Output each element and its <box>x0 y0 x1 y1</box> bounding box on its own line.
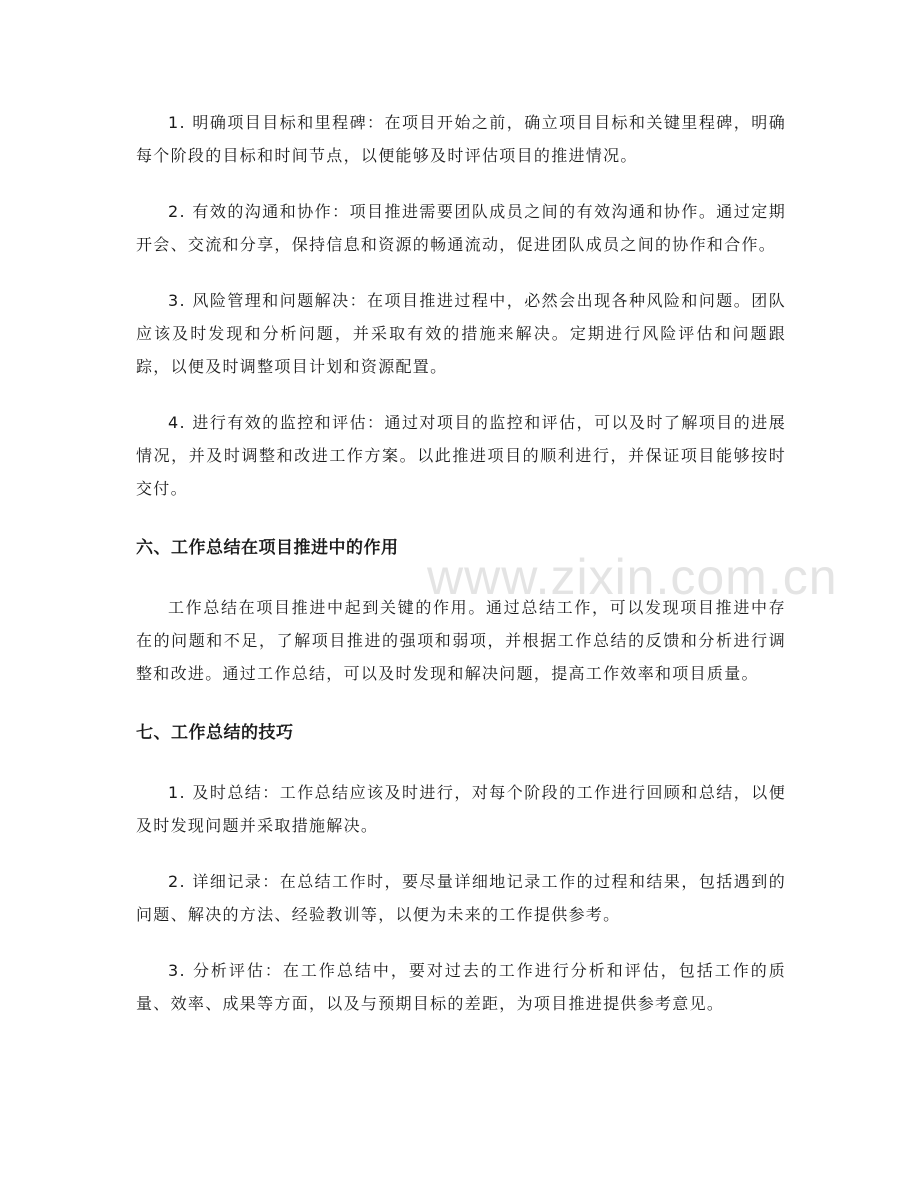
section-heading-7: 七、工作总结的技巧 <box>136 723 294 743</box>
watermark: www.zixin.com.cn <box>427 549 838 605</box>
paragraph-summary-role: 工作总结在项目推进中起到关键的作用。通过总结工作，可以发现项目推进中存在的问题和不足，了解项目推进的强项和弱项，并根据工作总结的反馈和分析进行调整和改进。通过工作总结，可以及时发现和解决问题，提高工作效率和项目质量。 <box>136 598 786 683</box>
paragraph-analysis-evaluation: 3. 分析评估：在工作总结中，要对过去的工作进行分析和评估，包括工作的质量、效率、成果等方面，以及与预期目标的差距，为项目推进提供参考意见。 <box>136 961 786 1013</box>
paragraph-communication: 2. 有效的沟通和协作：项目推进需要团队成员之间的有效沟通和协作。通过定期开会、交流和分享，保持信息和资源的畅通流动，促进团队成员之间的协作和合作。 <box>136 202 786 254</box>
paragraph-timely-summary: 1. 及时总结：工作总结应该及时进行，对每个阶段的工作进行回顾和总结，以便及时发现问题并采取措施解决。 <box>136 783 786 835</box>
paragraph-detailed-records: 2. 详细记录：在总结工作时，要尽量详细地记录工作的过程和结果，包括遇到的问题、解决的方法、经验教训等，以便为未来的工作提供参考。 <box>136 872 786 924</box>
paragraph-monitoring: 4. 进行有效的监控和评估：通过对项目的监控和评估，可以及时了解项目的进展情况，并及时调整和改进工作方案。以此推进项目的顺利进行，并保证项目能够按时交付。 <box>136 413 786 498</box>
paragraph-goals-milestones: 1. 明确项目目标和里程碑：在项目开始之前，确立项目目标和关键里程碑，明确每个阶段的目标和时间节点，以便能够及时评估项目的推进情况。 <box>136 113 786 165</box>
paragraph-risk-management: 3. 风险管理和问题解决：在项目推进过程中，必然会出现各种风险和问题。团队应该及时发现和分析问题，并采取有效的措施来解决。定期进行风险评估和问题跟踪，以便及时调整项目计划和资源配置。 <box>136 291 786 376</box>
section-heading-6: 六、工作总结在项目推进中的作用 <box>136 538 399 558</box>
